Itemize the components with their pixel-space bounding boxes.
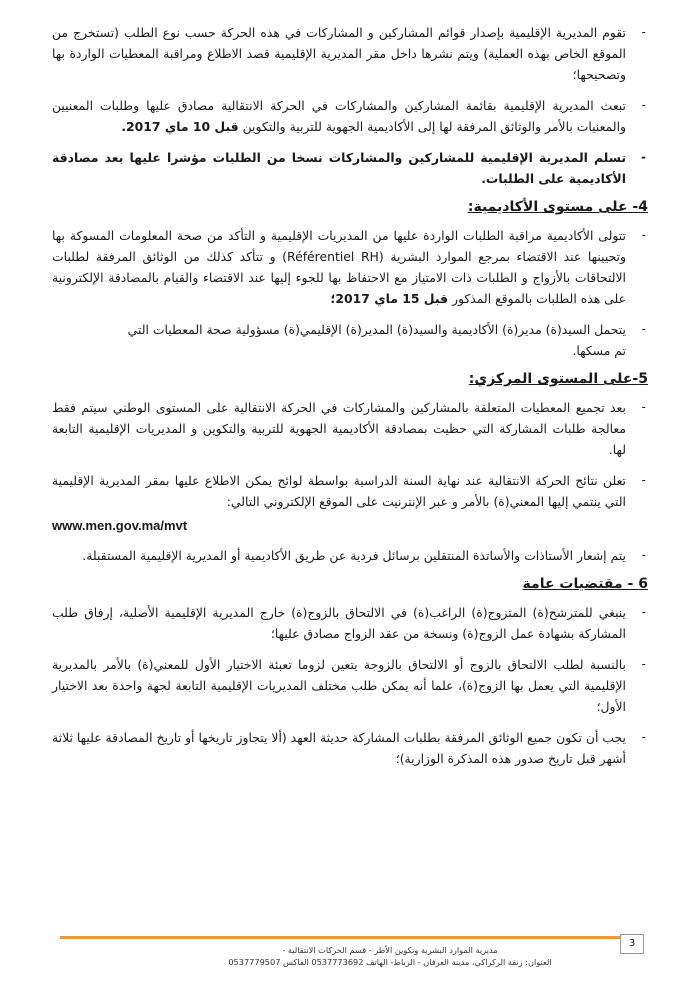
results-website-link[interactable]: www.men.gov.ma/mvt (52, 518, 188, 533)
section-6-heading (52, 576, 648, 592)
bullet-dash: - (641, 228, 646, 242)
paragraph-text: تقوم المديرية الإقليمية بإصدار قوائم المشاركين و المشاركات في هذه الحركة حسب نوع الطلب (تستخرج من الموقع الخاص بهذه العملية) ويتم نشرها داخل مقر المديرية الإقليمية قصد الاطلاع ومراقبة المعطيات الواردة بها وتصحيحها؛ (52, 25, 626, 82)
paragraph-text: ينبغي للمترشح(ة) المتزوج(ة) الراغب(ة) في الالتحاق بالزوج(ة) خارج المديرية الإقليمية الأصلية، إرفاق طلب المشاركة بشهادة عمل الزوج(ة) ونسخة من عقد الزواج مصادق عليها؛ (52, 605, 626, 641)
section-5-heading (52, 371, 648, 387)
section-4-heading-text: 4- على مستوى الأكاديمية: (467, 199, 648, 215)
paragraph-deliver-copies (52, 147, 648, 189)
paragraph-recent-documents (52, 727, 648, 769)
bullet-dash: - (641, 150, 646, 164)
paragraph-spouse-first-choice (52, 654, 648, 717)
section-6-heading-text: 6 - مقتضيات عامة (522, 576, 648, 592)
paragraph-text: تعلن نتائج الحركة الانتقالية عند نهاية السنة الدراسية بواسطة لوائح يمكن الاطلاع عليها بمقر المديرية الإقليمية التي ينتمي إليها المعني(ة) بالأمر و عبر الإنترنيت على الموقع الإلكتروني التالي: (52, 473, 626, 509)
paragraph-text: يجب أن تكون جميع الوثائق المرفقة بطلبات المشاركة حديثة العهد (ألا يتجاوز تاريخها أو تاريخ المصادقة عليها ثلاثة أشهر قبل تاريخ صدور هذه المذكرة الوزارية)؛ (52, 730, 626, 766)
paragraph-publish-lists (52, 22, 648, 85)
section-5-heading-text: 5-على المستوى المركزي: (468, 371, 648, 387)
paragraph-tail: تم مسكها. (572, 343, 626, 358)
section-4-heading (52, 199, 648, 215)
bullet-dash: - (641, 605, 646, 619)
paragraph-text: تتولى الأكاديمية مراقبة الطلبات الواردة عليها من المديريات الإقليمية و التأكد من صحة المعلومات المسوكة بها وتحيينها عند الاقتضاء بمرجع الموارد البشرية (Référentiel RH) و تتأكد كذلك من الوثائق المرفقة لطلبات الالتحاقات بالأزواج و الطلبات ذات الامتياز مع الاحتفاظ بها للجوء إليها عند الاقتضاء والقيام بالمصادقة الإلكترونية على هذه الطلبات بالموقع المذكور (52, 228, 626, 306)
footer-address: العنوان: زنقة الركراكي، مدينة العرفان - الرباط- الهاتف 0537773692 الفاكس 0537779507 (228, 957, 552, 967)
paragraph-text: يتحمل السيد(ة) مدير(ة) الأكاديمية والسيد(ة) المدير(ة) الإقليمي(ة) مسؤولية صحة المعطيات التي (127, 322, 626, 337)
paragraph-send-lists (52, 95, 648, 137)
paragraph-results (52, 470, 648, 512)
deadline-text: قبل 15 ماي 2017؛ (330, 291, 449, 306)
page-number: 3 (620, 934, 644, 954)
document-body (52, 22, 648, 779)
paragraph-notification (52, 545, 648, 566)
paragraph-text: يتم إشعار الأستاذات والأساتذة المنتقلين برسائل فردية عن طريق الأكاديمية أو المديرية الإقليمية المستقبلة. (82, 548, 626, 563)
footer-department: مديرية الموارد البشرية وتكوين الأطر - قسم الحركات الانتقالية - (282, 945, 498, 955)
paragraph-spouse-documents (52, 602, 648, 644)
bullet-dash: - (641, 322, 646, 336)
bullet-dash: - (641, 25, 646, 39)
footer-divider (60, 936, 638, 939)
bullet-dash: - (641, 473, 646, 487)
paragraph-responsibility (52, 319, 648, 361)
bullet-dash: - (641, 98, 646, 112)
deadline-text: قبل 10 ماي 2017. (121, 119, 239, 134)
paragraph-text: تسلم المديرية الإقليمية للمشاركين والمشاركات نسخا من الطلبات مؤشرا عليها بعد مصادقة الأكاديمية على الطلبات. (52, 150, 626, 186)
footer (150, 944, 630, 968)
bullet-dash: - (641, 730, 646, 744)
bullet-dash: - (641, 548, 646, 562)
bullet-dash: - (641, 400, 646, 414)
paragraph-central-processing (52, 397, 648, 460)
bullet-dash: - (641, 657, 646, 671)
paragraph-text: بعد تجميع المعطيات المتعلقة بالمشاركين والمشاركات في الحركة الانتقالية على المستوى الوطني سيتم فقط معالجة طلبات المشاركة التي حظيت بمصادقة الأكاديمية الجهوية للتربية والتكوين و المديريات الإقليمية التابعة لها. (52, 400, 626, 457)
paragraph-text: تبعث المديرية الإقليمية بقائمة المشاركين والمشاركات في الحركة الانتقالية مصادق عليها وطلبات المعنيين والمعنيات بالأمر والوثائق المرفقة لها إلى الأكاديمية الجهوية للتربية والتكوين (52, 98, 626, 134)
paragraph-academy-control (52, 225, 648, 309)
paragraph-text: بالنسبة لطلب الالتحاق بالزوج أو الالتحاق بالزوجة يتعين لزوما تعبئة الاختيار الأول للمعني(ة) بالأمر بالمديرية الإقليمية التي يعمل بها الزوج(ة)، علما أنه يمكن طلب مختلف المديريات الإقليمية التابعة لجهة واحدة بعد الاختيار الأول؛ (52, 657, 626, 714)
